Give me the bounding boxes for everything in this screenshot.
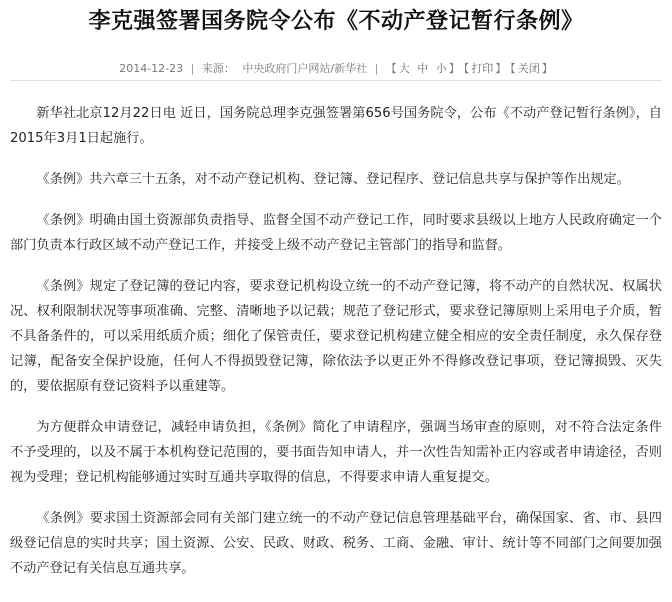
article-meta-bar	[10, 58, 662, 81]
article-paragraph: 为方便群众申请登记，减轻申请负担，《条例》简化了申请程序，强调当场审查的原则，对不符合法定条件不予受理的，以及不属于本机构登记范围的，要书面告知申请人，并一次性告知需补正内容或者申请途径，否则视为受理；登记机构能够通过实时互通共享取得的信息，不得要求申请人重复提交。	[10, 420, 662, 485]
font-size-small-link[interactable]: 小	[435, 62, 447, 75]
article-paragraph: 《条例》要求国土资源部会同有关部门建立统一的不动产登记信息管理基础平台，确保国家、省、市、县四级登记信息的实时共享；国土资源、公安、民政、财政、税务、工商、金融、审计、统计等不同部门之间要加强不动产登记有关信息互通共享。	[10, 511, 662, 576]
font-size-controls: 【 大 中 小 】	[385, 62, 460, 75]
source-name: 中央政府门户网站/新华社	[242, 62, 368, 75]
article-body	[10, 101, 662, 581]
article-paragraph: 《条例》明确由国土资源部负责指导、监督全国不动产登记工作，同时要求县级以上地方人民政府确定一个部门负责本行政区域不动产登记工作，并接受上级不动产登记主管部门的指导和监督。	[10, 213, 662, 253]
font-size-large-link[interactable]: 大	[398, 62, 410, 75]
publish-date: 2014-12-23	[119, 62, 184, 75]
close-control: 【 关闭 】	[510, 62, 553, 75]
meta-separator: |	[374, 62, 379, 75]
article-paragraph: 《条例》规定了登记簿的登记内容，要求登记机构设立统一的不动产登记簿，将不动产的自然状况、权属状况、权利限制状况等事项准确、完整、清晰地予以记载；规范了登记形式，要求登记簿原则上采用电子介质，暂不具备条件的，可以采用纸质介质；细化了保管责任，要求登记机构建立健全相应的安全责任制度，永久保存登记簿，配备安全保护设施，任何人不得损毁登记簿，除依法予以更正外不得修改登记事项，登记簿损毁、灭失的，要依据原有登记资料予以重建等。	[10, 279, 662, 394]
article-paragraph: 新华社北京12月22日电 近日，国务院总理李克强签署第656号国务院令，公布《不动产登记暂行条例》，自2015年3月1日起施行。	[10, 106, 662, 146]
font-size-medium-link[interactable]: 中	[417, 62, 429, 75]
meta-separator: |	[190, 62, 195, 75]
source-label: 来源：	[201, 62, 235, 75]
article-paragraph: 《条例》共六章三十五条，对不动产登记机构、登记簿、登记程序、登记信息共享与保护等作出规定。	[36, 172, 630, 187]
article-title: 李克强签署国务院令公布《不动产登记暂行条例》	[88, 8, 584, 34]
print-control: 【 打印 】	[463, 62, 507, 75]
close-link[interactable]: 关闭	[517, 62, 540, 75]
print-link[interactable]: 打印	[471, 62, 494, 75]
